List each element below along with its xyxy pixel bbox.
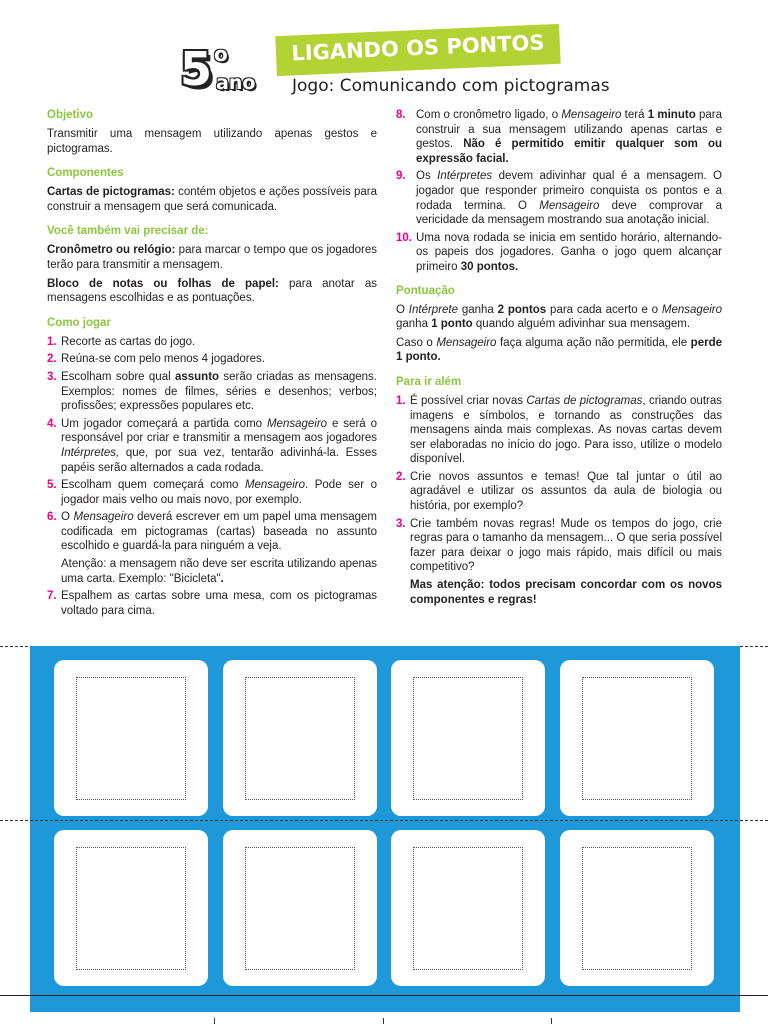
list-item: 5. Escolham quem começará como Mensageiro. Pode ser o jogador mais velho ou mais novo, por exemplo. [47,479,377,506]
list-item: 2. Crie novos assuntos e temas! Que tal juntar o útil ao agradável e utilizar os assuntos da aula de biologia ou história, por exemplo? [396,470,722,513]
pontuacao-text-2: Caso o Mensageiro faça alguma ação não permitida, ele perde 1 ponto. [396,336,722,364]
cut-line-middle [0,820,768,821]
final-note: Mas atenção: todos precisam concordar com os novos componentes e regras! [410,579,722,606]
precisar-item-bloco: Bloco de notas ou folhas de papel: para anotar as mensagens escolhidas e as pontuações. [47,277,377,305]
grade-ordinal: o [214,42,228,66]
card-drawing-area [413,677,523,800]
attention-note: Atenção: a mensagem não deve ser escrita utilizando apenas uma carta. Exemplo: "Bicicleta". [61,558,377,585]
right-column [396,108,722,610]
pontuacao-text-1: O Intérprete ganha 2 pontos para cada acerto e o Mensageiro ganha 1 ponto quando alguém adivinhar sua mensagem. [396,303,722,331]
section-heading-pontuacao: Pontuação [396,284,455,297]
blank-card [54,830,208,986]
cut-mark [383,1018,384,1024]
card-drawing-area [245,677,355,800]
section-heading-componentes: Componentes [47,167,124,180]
card-drawing-area [245,847,355,970]
section-heading-como-jogar: Como jogar [47,316,111,329]
card-drawing-area [76,677,186,800]
page-subtitle: Jogo: Comunicando com pictogramas [292,76,610,96]
card-drawing-area [582,847,692,970]
card-strip [30,646,740,1012]
card-drawing-area [413,847,523,970]
list-item: 3. Escolham sobre qual assunto serão criadas as mensagens. Exemplos: nomes de filmes, séries e desenhos; verbos; profissões; expressões populares etc. [47,370,377,413]
grade-number: 5 [180,42,213,96]
componentes-text: Cartas de pictogramas: contém objetos e ações possíveis para construir a mensagem que será comunicada. [47,186,377,213]
cut-mark [214,1018,215,1024]
list-item: 2. Reúna-se com pelo menos 4 jogadores. [47,353,265,366]
card-drawing-area [76,847,186,970]
left-column [47,108,377,621]
list-item: 9. Os Intérpretes devem adivinhar qual é a mensagem. O jogador que responder primeiro conquista os pontos e a rodada termina. O Mensageiro deve comprovar a vericidade da mensagem mostrando sua anotação inicial. [396,170,722,227]
objetivo-text: Transmitir uma mensagem utilizando apenas gestos e pictogramas. [47,128,377,155]
cut-line-bottom [0,995,768,996]
title-banner [275,24,560,76]
blank-card [391,830,545,986]
page-title: LIGANDO OS PONTOS [290,30,545,66]
blank-card [391,660,545,816]
section-heading-precisar: Você também vai precisar de: [47,225,209,238]
section-heading-objetivo: Objetivo [47,109,94,121]
blank-card [560,660,714,816]
card-drawing-area [582,677,692,800]
list-item: 6. O Mensageiro deverá escrever em um papel uma mensagem codificada em pictogramas (cartas) baseada no assunto escolhido e guardá-la para ninguém a veja. Atenção: a mensagem não deve ser escrita utilizando apenas uma carta. Exemplo: "Bicicleta". [47,511,377,585]
blank-card [223,830,377,986]
list-item: 4. Um jogador começará a partida como Mensageiro e será o responsável por criar e transmitir a mensagem aos jogadores Intérpretes, que, por sua vez, tentarão adivinhá-la. Esses papéis serão alternados a cada rodada. [47,417,377,474]
list-item: 8. Com o cronômetro ligado, o Mensageiro terá 1 minuto para construir a sua mensagem utilizando apenas cartas e gestos. Não é permitido emitir qualquer som ou expressão facial. [396,109,722,165]
precisar-item-cronometro: Cronômetro ou relógio: para marcar o tempo que os jogadores terão para transmitir a mensagem. [47,244,377,271]
list-item: 7. Espalhem as cartas sobre uma mesa, com os pictogramas voltado para cima. [47,590,377,617]
list-item: 10. Uma nova rodada se inicia em sentido horário, alternando-os papeis dos jogadores. Ganha o jogo quem alcançar primeiro 30 pontos. [396,231,722,273]
list-item: 3. Crie também novas regras! Mude os tempos do jogo, crie regras para o tamanho da mensagem... O que seria possível fazer para deixar o jogo mais rápido, mais difícil ou mais competitivo? Mas atenção: todos precisam concordar com os novos componentes e regras! [396,517,722,606]
grade-word: ano [216,72,256,94]
blank-card [223,660,377,816]
blank-card [560,830,714,986]
list-item: 1. Recorte as cartas do jogo. [47,335,196,348]
list-item: 1. É possível criar novas Cartas de pictogramas, criando outras imagens e símbolos, e tornando as construções das mensagens ainda mais complexas. As novas cartas devem ser elaboradas no início do jogo. Para isso, utilize o modelo disponível. [396,394,722,466]
section-heading-para-ir-alem: Para ir além [396,375,462,388]
cut-mark [551,1018,552,1024]
blank-card [54,660,208,816]
